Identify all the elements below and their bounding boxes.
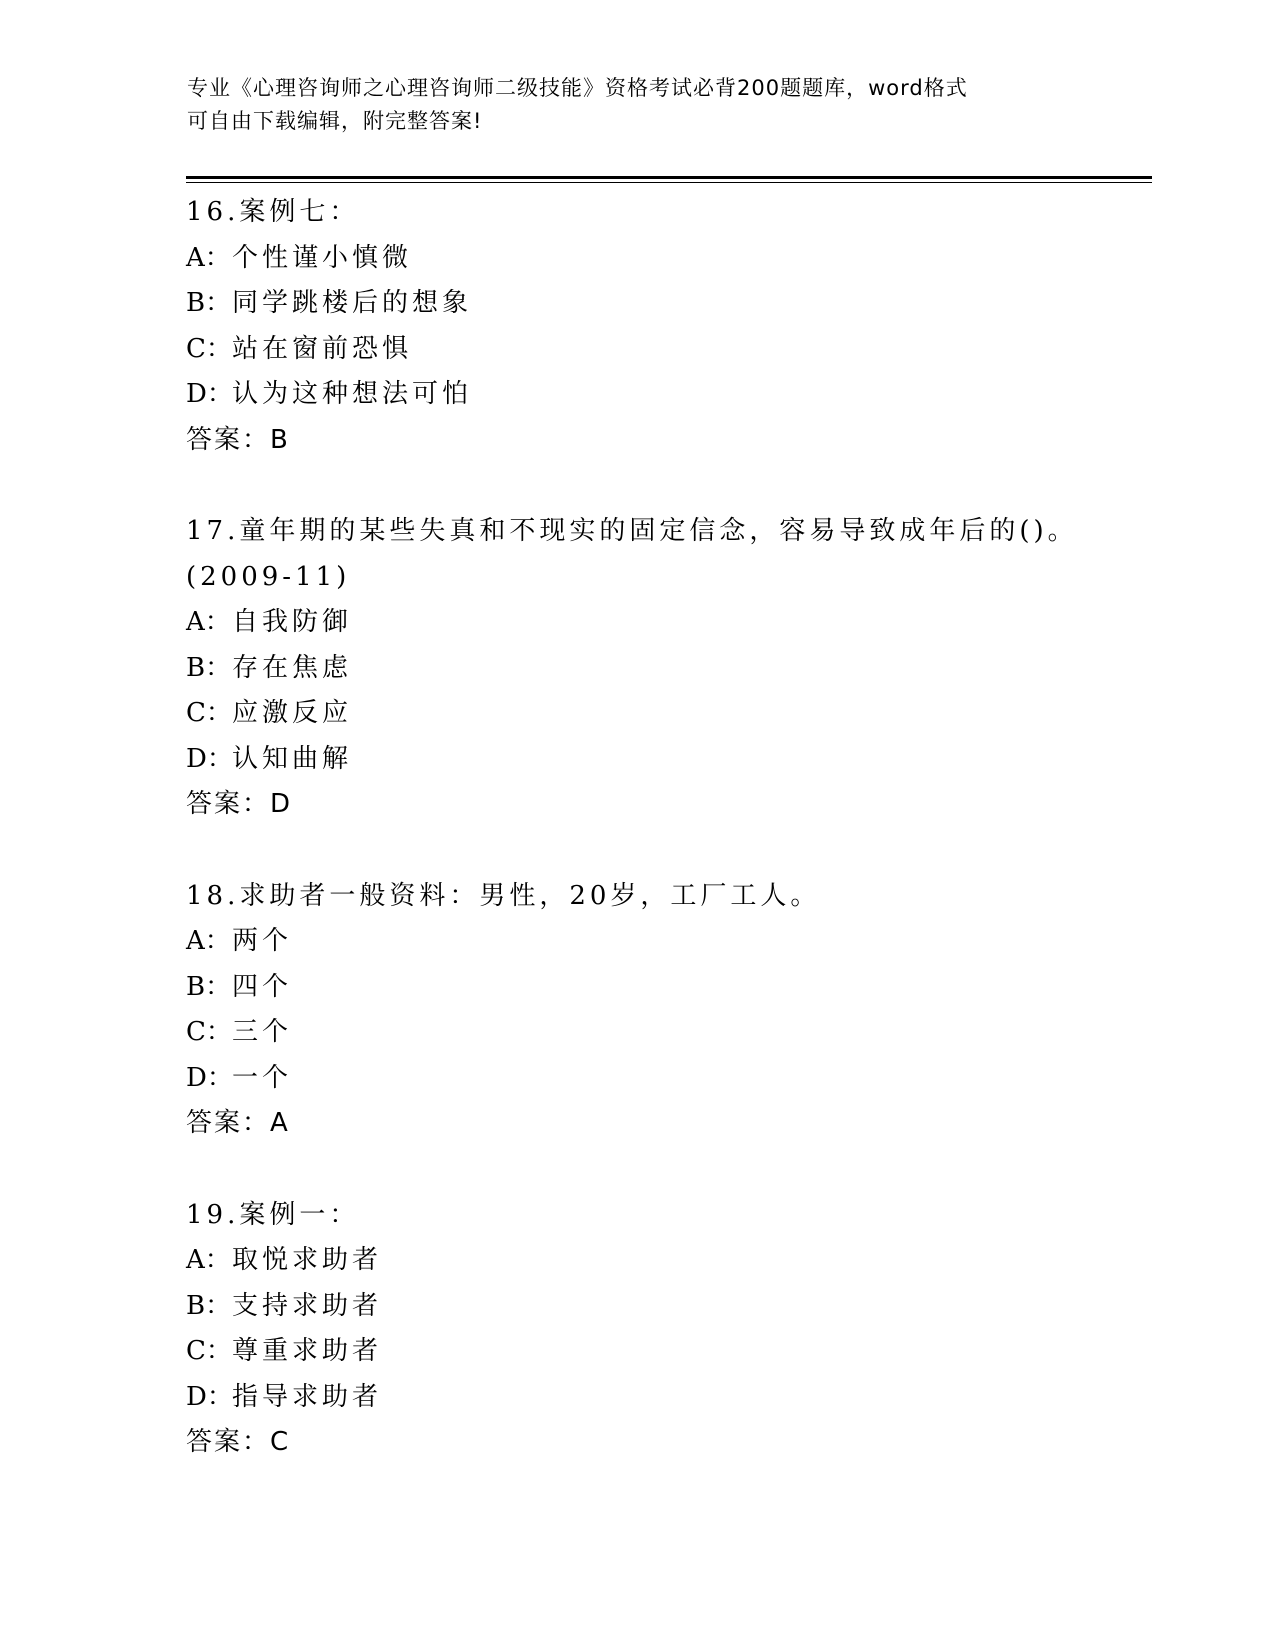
option-label: D： <box>186 743 233 774</box>
header-line-2: 可自由下载编辑，附完整答案! <box>187 109 483 133</box>
option-c <box>186 327 1146 373</box>
option-label: A： <box>186 242 231 273</box>
answer-line: 答案：C <box>186 1427 291 1457</box>
header-divider-thin <box>186 182 1152 183</box>
question-stem: 17.童年期的某些失真和不现实的固定信念，容易导致成年后的()。 <box>186 516 1078 546</box>
option-a <box>186 919 1146 965</box>
option-c <box>186 1010 1146 1056</box>
question-stem-continued: (2009-11) <box>186 561 351 592</box>
option-text: 支持求助者 <box>232 1290 383 1321</box>
option-d <box>186 1056 1146 1102</box>
option-text: 取悦求助者 <box>232 1245 383 1275</box>
document-header <box>187 72 1067 138</box>
option-d <box>186 372 1146 418</box>
option-text: 存在焦虑 <box>232 652 353 683</box>
option-text: 一个 <box>232 1062 293 1093</box>
option-text: 站在窗前恐惧 <box>232 333 413 364</box>
option-text: 个性谨小慎微 <box>232 242 413 273</box>
option-text: 指导求助者 <box>232 1381 383 1412</box>
question-stem: 18.求助者一般资料：男性，20岁，工厂工人。 <box>186 880 821 911</box>
option-label: A： <box>186 1245 231 1275</box>
option-text: 自我防御 <box>232 607 353 637</box>
header-line-1: 专业《心理咨询师之心理咨询师二级技能》资格考试必背200题题库，word格式 <box>187 76 968 100</box>
option-label: D： <box>186 1381 233 1412</box>
option-text: 同学跳楼后的想象 <box>232 288 473 318</box>
option-d <box>186 1375 1146 1421</box>
option-label: C： <box>186 698 232 728</box>
option-c <box>186 691 1146 737</box>
option-b <box>186 646 1146 692</box>
option-label: B： <box>186 971 232 1002</box>
question-stem: 16.案例七： <box>186 197 360 227</box>
question-list <box>186 190 1146 1512</box>
option-text: 认知曲解 <box>232 743 353 774</box>
option-label: C： <box>186 333 232 364</box>
option-text: 尊重求助者 <box>232 1336 383 1366</box>
option-a <box>186 236 1146 282</box>
option-label: C： <box>186 1017 232 1047</box>
option-label: B： <box>186 652 232 683</box>
option-label: C： <box>186 1336 232 1366</box>
answer-line: 答案：B <box>186 424 290 455</box>
answer-line: 答案：A <box>186 1108 290 1138</box>
option-label: D： <box>186 1062 233 1093</box>
option-a <box>186 1238 1146 1284</box>
option-b <box>186 1284 1146 1330</box>
header-divider-thick <box>186 176 1152 179</box>
option-d <box>186 737 1146 783</box>
option-b <box>186 281 1146 327</box>
option-b <box>186 965 1146 1011</box>
answer-line: 答案：D <box>186 789 293 819</box>
question-17 <box>186 509 1146 828</box>
option-label: D： <box>186 379 233 409</box>
option-text: 三个 <box>232 1017 293 1047</box>
option-text: 四个 <box>232 971 293 1002</box>
question-18 <box>186 874 1146 1147</box>
question-19 <box>186 1193 1146 1466</box>
option-text: 两个 <box>232 926 293 956</box>
option-label: A： <box>186 607 231 637</box>
option-a <box>186 600 1146 646</box>
option-c <box>186 1329 1146 1375</box>
question-stem: 19.案例一： <box>186 1199 360 1230</box>
option-label: A： <box>186 926 231 956</box>
option-label: B： <box>186 288 232 318</box>
option-label: B： <box>186 1290 232 1321</box>
question-16 <box>186 190 1146 463</box>
option-text: 认为这种想法可怕 <box>232 379 473 409</box>
option-text: 应激反应 <box>232 698 353 728</box>
